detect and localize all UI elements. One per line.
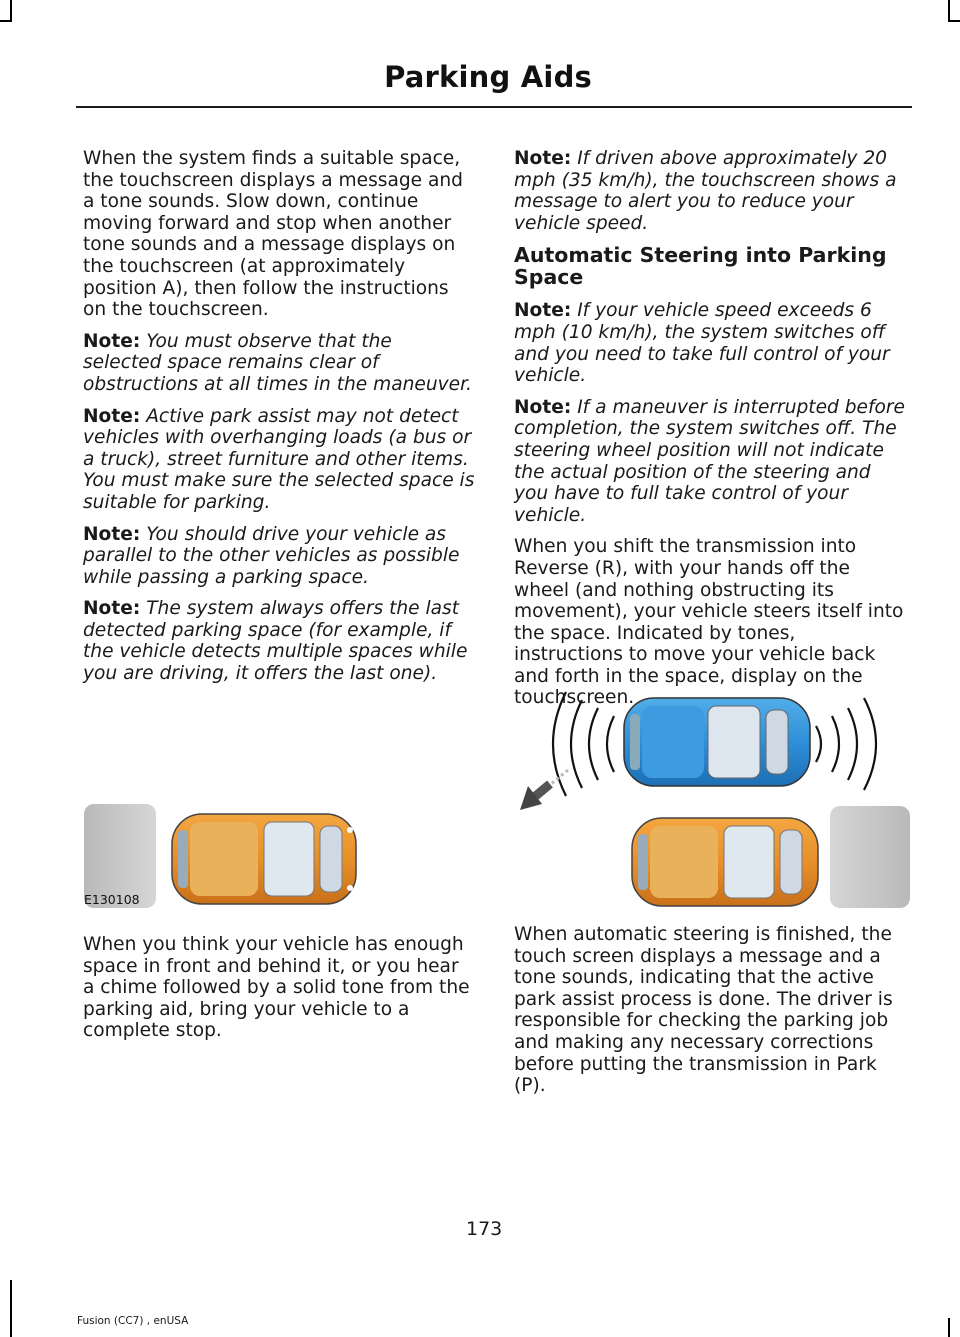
note-text: If a maneuver is interrupted before completion, the system switches off. The steering wheel position will not indicate the actual position of the steering and you have to full take control of your vehicle. <box>514 396 905 526</box>
note <box>83 598 475 684</box>
note-label: Note: <box>514 148 572 169</box>
crop-mark <box>948 20 960 22</box>
note-label: Note: <box>514 396 572 418</box>
curb-block <box>830 806 910 908</box>
note <box>514 397 910 527</box>
parking-figure-right <box>514 686 910 908</box>
note-text: You should drive your vehicle as parallel to the other vehicles as possible while passing a parking space. <box>83 523 460 588</box>
note-text: The system always offers the last detected parking space (for example, if the vehicle detects multiple spaces while you are driving, it offers the last one). <box>83 598 468 685</box>
note-label: Note: <box>83 523 141 545</box>
right-after-figure <box>514 924 910 1107</box>
reverse-arrow-icon <box>520 770 568 810</box>
note-text: Active park assist may not detect vehicles with overhanging loads (a bus or a truck), street furniture and other items. You must make sure the selected space is suitable for parking. <box>83 405 475 513</box>
note <box>514 148 910 234</box>
crop-mark <box>948 1318 950 1337</box>
parking-figure-left <box>84 800 476 908</box>
note-text: If driven above approximately 20 mph (35 km/h), the touchscreen shows a message to alert you to reduce your vehicle speed. <box>514 148 897 234</box>
crop-mark <box>10 0 12 22</box>
right-column <box>514 148 910 719</box>
note-label: Note: <box>83 598 141 620</box>
crop-mark <box>0 20 12 22</box>
note-text: If your vehicle speed exceeds 6 mph (10 km/h), the system switches off and you need to take full control of your vehicle. <box>514 300 890 387</box>
reverse-paragraph: When you shift the transmission into Reverse (R), with your hands off the wheel (and nothing obstructing its movement), your vehicle steers itself into the space. Indicated by tones, instructions to move your vehicle back and forth in the space, display on the touchscreen. <box>514 536 904 709</box>
parked-car-illustration <box>84 800 476 908</box>
note <box>83 406 475 514</box>
page-title: Parking Aids <box>384 60 592 94</box>
blue-car <box>624 698 810 786</box>
reverse-steering-illustration <box>514 686 910 908</box>
sensor-waves-right <box>816 698 876 790</box>
note <box>83 331 475 396</box>
note-label: Note: <box>83 330 141 352</box>
note <box>514 300 910 386</box>
section-heading: Automatic Steering into Parking Space <box>514 243 887 290</box>
stop-paragraph: When you think your vehicle has enough space in front and behind it, or you hear a chime followed by a solid tone from the parking aid, bring your vehicle to a complete stop. <box>83 934 470 1042</box>
left-column <box>83 148 475 695</box>
intro-paragraph: When the system finds a suitable space, the touchscreen displays a message and a tone sounds. Slow down, continue moving forward and stop when another tone sounds and a message displays on the touchscreen (at approximately position A), then follow the instructions on the touchscreen. <box>83 148 463 321</box>
orange-car <box>632 818 818 906</box>
orange-car <box>172 814 356 904</box>
page-number: 173 <box>466 1218 503 1240</box>
left-after-figure <box>83 934 475 1052</box>
note-text: You must observe that the selected space remains clear of obstructions at all times in the maneuver. <box>83 330 472 395</box>
crop-mark <box>948 0 950 22</box>
note-label: Note: <box>83 405 141 427</box>
footer-text: Fusion (CC7) , enUSA <box>77 1315 189 1327</box>
note-label: Note: <box>514 300 572 322</box>
header-divider <box>76 106 912 108</box>
finished-paragraph: When automatic steering is finished, the touch screen displays a message and a tone sounds, indicating that the active park assist process is done. The driver is responsible for checking the parking job and making any necessary corrections before putting the transmission in Park (P). <box>514 924 893 1097</box>
figure-id: E130108 <box>84 892 140 907</box>
sensor-waves-left <box>553 692 630 796</box>
crop-mark <box>10 1280 12 1337</box>
note <box>83 524 475 589</box>
